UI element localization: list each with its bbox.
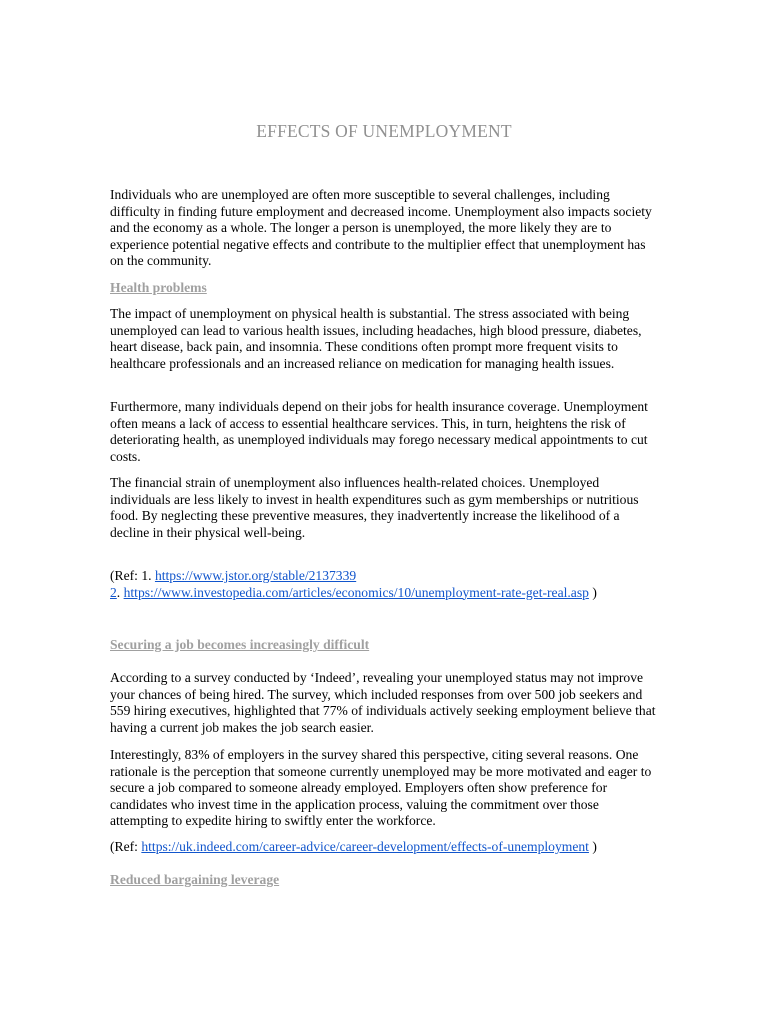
ref-prefix: (Ref: <box>110 839 142 854</box>
reference-link-indeed[interactable]: https://uk.indeed.com/career-advice/career-development/effects-of-unemployment <box>141 839 589 854</box>
ref-suffix: ) <box>588 584 597 600</box>
health-paragraph-1: The impact of unemployment on physical health is substantial. The stress associated with being unemployed can lead to various health issues, including headaches, high blood pressure, diabetes, heart disease, back pain, and insomnia. These conditions often prompt more frequent visits to healthcare professionals and an increased reliance on medication for managing health issues. <box>110 306 642 371</box>
intro-paragraph: Individuals who are unemployed are often more susceptible to several challenges, including difficulty in finding future employment and decreased income. Unemployment also impacts society and the economy as a whole. The longer a person is unemployed, the more likely they are to experience potential negative effects and contribute to the multiplier effect that unemployment has on the community. <box>110 187 652 269</box>
section-heading-health-problems: Health problems <box>110 280 207 295</box>
securing-references <box>110 839 660 856</box>
ref-prefix: (Ref: 1. <box>110 568 155 583</box>
health-paragraph-3: The financial strain of unemployment also influences health-related choices. Unemployed individuals are less likely to invest in health expenditures such as gym memberships or nutritious food. By neglecting these preventive measures, they inadvertently increase the likelihood of a decline in their physical well-being. <box>110 475 639 540</box>
health-paragraph-2: Furthermore, many individuals depend on their jobs for health insurance coverage. Unemployment often means a lack of access to essential healthcare services. This, in turn, heightens the risk of deteriorating health, as unemployed individuals may forego necessary medical appointments to cut costs. <box>110 399 648 464</box>
health-references <box>110 568 660 601</box>
securing-paragraph-2: Interestingly, 83% of employers in the survey shared this perspective, citing several reasons. One rationale is the perception that someone currently unemployed may be more motivated and eager to secure a job compared to someone already employed. Employers often show preference for candidates who invest time in the application process, valuing the commitment over those attempting to expedite hiring to swiftly enter the workforce. <box>110 747 652 829</box>
securing-paragraph-1: According to a survey conducted by ‘Indeed’, revealing your unemployed status may not improve your chances of being hired. The survey, which included responses from over 500 job seekers and 559 hiring executives, highlighted that 77% of individuals actively seeking employment believe that having a current job makes the job search easier. <box>110 670 656 735</box>
section-heading-bargaining-leverage: Reduced bargaining leverage <box>110 872 280 887</box>
ref-suffix: ) <box>588 839 597 854</box>
section-heading-securing-job: Securing a job becomes increasingly difficult <box>110 637 370 652</box>
page-title: EFFECTS OF UNEMPLOYMENT <box>256 121 512 141</box>
reference-link-investopedia[interactable]: https://www.investopedia.com/articles/economics/10/unemployment-rate-get-real.asp <box>123 584 589 600</box>
reference-number-2[interactable]: 2 <box>110 584 117 600</box>
ref-separator: . <box>116 584 124 600</box>
reference-link-jstor[interactable]: https://www.jstor.org/stable/2137339 <box>154 568 357 583</box>
